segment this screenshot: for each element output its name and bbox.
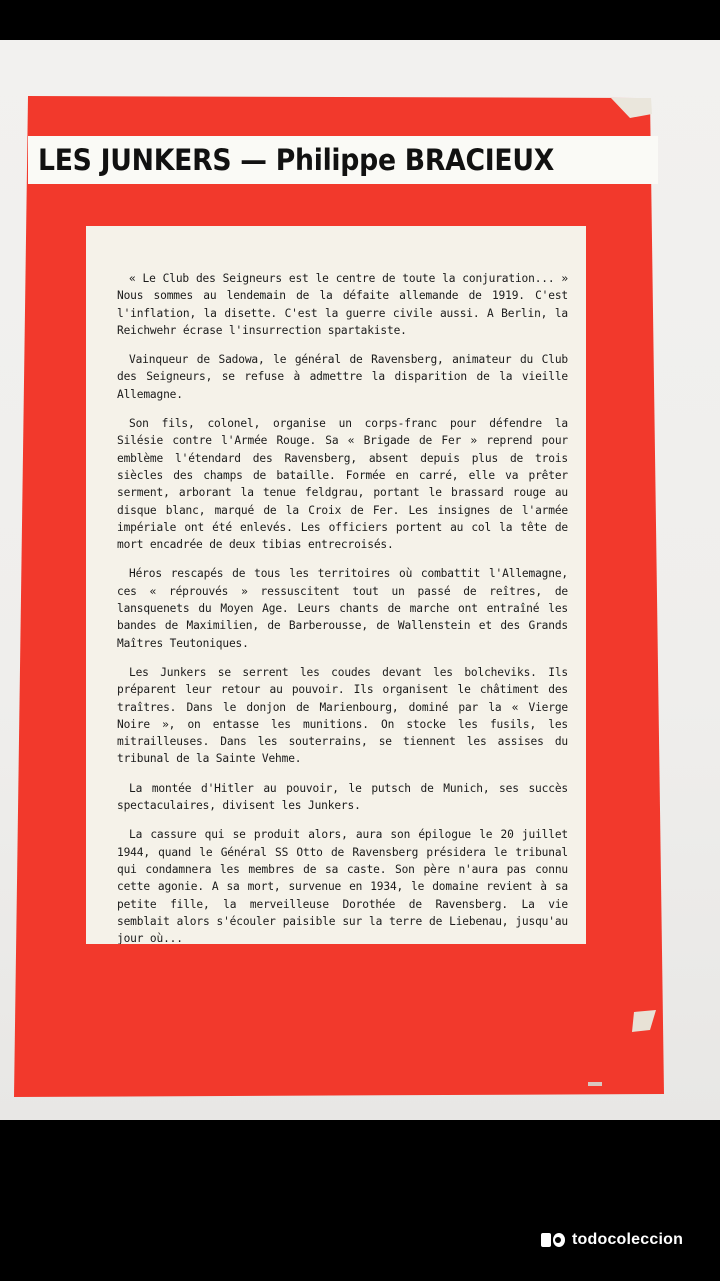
blurb-paragraph: Héros rescapés de tous les territoires où combattit l'Allemagne, ces « réprouvés » ressuscitent tout un passé de reîtres, de lansquenets du Moyen Age. Leurs chants de marche ont entraîné les bandes de Maximilien, de Barberousse, de Wallenstein et des Grands Maîtres Teutoniques. — [117, 567, 568, 650]
blurb-paragraph: « Le Club des Seigneurs est le centre de toute la conjuration... » Nous sommes au lendemain de la défaite allemande de 1919. C'est l'inflation, la disette. C'est la guerre civile aussi. A Berlin, la Reichwehr écrase l'insurrection spartakiste. — [117, 272, 568, 337]
blurb-paragraph: Les Junkers se serrent les coudes devant les bolcheviks. Ils préparent leur retour au pouvoir. Ils organisent le châtiment des traîtres. Dans le donjon de Marienbourg, dominé par la « Vierge Noire », on entasse les munitions. On stocke les fusils, les mitrailleuses. Dans les souterrains, se tiennent les assises du tribunal de la Sainte Vehme. — [117, 665, 568, 766]
watermark — [540, 1228, 683, 1252]
title-band — [28, 136, 658, 184]
blurb-paragraph: La cassure qui se produit alors, aura son épilogue le 20 juillet 1944, quand le Général SS Otto de Ravensberg présidera le tribunal qui condamnera les membres de sa caste. Son père n'aura pas connu cette agonie. A sa mort, survenue en 1934, le domaine revient à sa petite fille, la merveilleuse Dorothée de Ravensberg. La vie semblait alors s'écouler paisible sur la terre de Liebenau, jusqu'au jour où... — [117, 828, 568, 944]
cover-small-mark — [588, 1082, 602, 1086]
blurb-paragraph: La montée d'Hitler au pouvoir, le putsch de Munich, ses succès spectaculaires, divisent les Junkers. — [117, 781, 568, 813]
watermark-text: todocoleccion — [572, 1231, 684, 1248]
tc-logo-icon — [540, 1230, 566, 1250]
blurb-paragraph: Son fils, colonel, organise un corps-franc pour défendre la Silésie contre l'Armée Rouge. Sa « Brigade de Fer » reprend pour emblème l'étendard des Ravensberg, absent depuis plus de trois siècles des champs de bataille. Formée en carré, elle va prêter serment, arborant la tenue feldgrau, portant le brassard rouge au disque blanc, marqué de la Croix de Fer. Les insignes de l'armée impériale ont été enlevés. Les officiers portent au col la tête de mort encadrée de deux tibias entrecroisés. — [117, 417, 568, 552]
blurb-text — [117, 270, 568, 944]
blurb-paragraph: Vainqueur de Sadowa, le général de Ravensberg, animateur du Club des Seigneurs, se refuse à admettre la disparition de la vieille Allemagne. — [117, 353, 568, 401]
cover-title: LES JUNKERS — Philippe BRACIEUX — [38, 143, 555, 177]
blurb-panel — [86, 226, 586, 944]
